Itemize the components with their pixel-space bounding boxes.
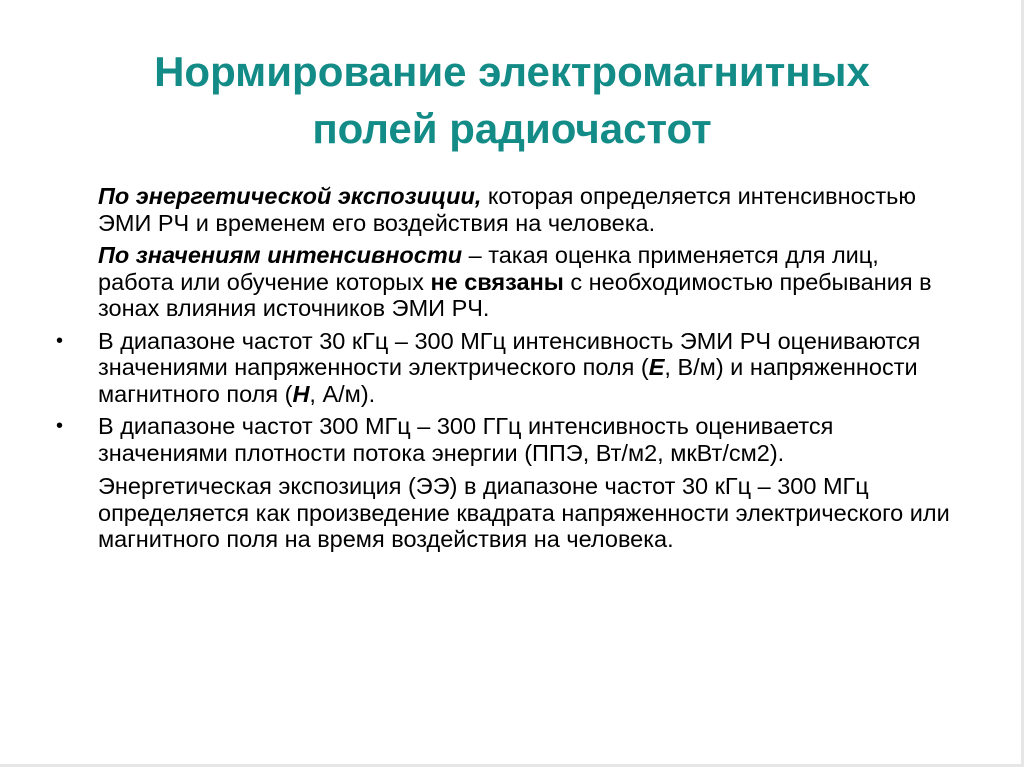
paragraph-text: с необходимостью пребывания в зонах влияния источников ЭМИ РЧ. [98,268,932,321]
bullet-text: В диапазоне частот 30 кГц – 300 МГц интенсивность ЭМИ РЧ оцениваются значениями напряженности электрического поля ( [98,327,921,380]
paragraph-text: – такая оценка применяется для лиц, работа или обучение которых [98,242,879,295]
paragraph-energy-exposure [56,183,956,236]
paragraph-lead: По энергетической экспозиции, [98,183,482,209]
bullet-text: , А/м). [309,380,376,407]
slide-title [40,43,984,157]
paragraph-energy-exposure-definition [56,473,956,553]
paragraph-emphasis: не связаны [430,268,564,295]
bullet-icon: • [56,329,64,352]
bullet-text: , В/м) и напряженности магнитного поля ( [98,354,918,407]
paragraph-lead: По значениям интенсивности [98,242,463,268]
paragraph-text: которая определяется интенсивностью ЭМИ РЧ и временем его воздействия на человека. [98,183,917,236]
slide-body [56,183,956,559]
h-field-symbol: Н [292,380,310,407]
paragraph-intensity [56,242,956,322]
paragraph-text: Энергетическая экспозиция (ЭЭ) в диапазоне частот 30 кГц – 300 МГц определяется как произведение квадрата напряженности электрического или магнитного поля на время воздействия на человека. [98,473,950,552]
slide-title-line-2: полей радиочастот [312,105,712,152]
bullet-item-300mhz-300ghz [56,413,956,466]
bullet-text: В диапазоне частот 300 МГц – 300 ГГц интенсивность оценивается значениями плотности потока энергии (ППЭ, Вт/м2, мкВт/см2). [98,413,834,466]
bullet-icon: • [56,415,64,437]
bullet-item-30khz-300mhz [56,328,956,408]
slide-title-line-1: Нормирование электромагнитных [154,48,870,95]
e-field-symbol: Е [648,354,665,380]
